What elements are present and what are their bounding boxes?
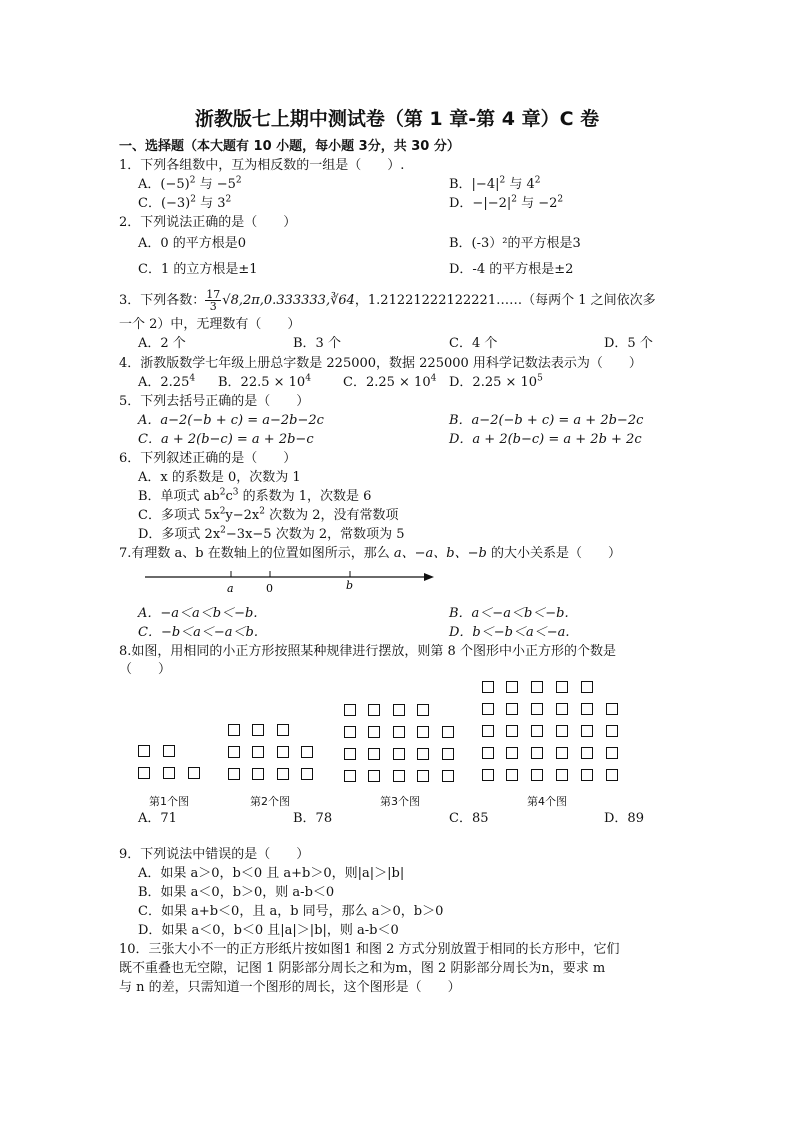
q7-option-b: B．a＜−a＜b＜−b. bbox=[449, 606, 569, 621]
square bbox=[556, 747, 568, 759]
q2-option-c: C．1 的立方根是±1 bbox=[138, 262, 258, 277]
number-line-figure bbox=[140, 568, 440, 598]
q3-option-d: D．5 个 bbox=[604, 336, 653, 351]
q5-stem: 5．下列去括号正确的是（ ） bbox=[119, 394, 310, 409]
square bbox=[556, 769, 568, 781]
q8-stem-line2: （ ） bbox=[119, 662, 172, 677]
square bbox=[581, 703, 593, 715]
square bbox=[277, 724, 289, 736]
q8-option-d: D．89 bbox=[604, 811, 644, 826]
square bbox=[581, 681, 593, 693]
square bbox=[138, 745, 150, 757]
q3-option-b: B．3 个 bbox=[293, 336, 341, 351]
square bbox=[531, 747, 543, 759]
square bbox=[368, 770, 380, 782]
square bbox=[606, 769, 618, 781]
q9-option-c: C．如果 a+b＜0，且 a，b 同号，那么 a＞0，b＞0 bbox=[138, 904, 444, 919]
square bbox=[393, 770, 405, 782]
square bbox=[581, 747, 593, 759]
q1-option-c: C．$(-3)^2$ 与 $3^2$ bbox=[138, 194, 232, 211]
square bbox=[506, 769, 518, 781]
q4-option-d: D．$2.25 \times 10^5$ bbox=[449, 373, 543, 390]
section-heading: 一、选择题（本大题有 10 小题，每小题 3分，共 30 分） bbox=[119, 139, 460, 154]
square bbox=[606, 725, 618, 737]
q5-option-a: A．a−2(−b + c) = a−2b−2c bbox=[138, 413, 324, 428]
q1-option-d: D．$-|-2|^2$ 与 $-2^2$ bbox=[449, 194, 564, 211]
square bbox=[277, 768, 289, 780]
q4-stem: 4．浙教版数学七年级上册总字数是 225000，数据 225000 用科学记数法表示为（ ） bbox=[119, 356, 642, 371]
q8-option-a: A．71 bbox=[138, 811, 177, 826]
q6-option-a: A．x 的系数是 0，次数为 1 bbox=[138, 470, 301, 485]
square bbox=[344, 770, 356, 782]
square bbox=[531, 681, 543, 693]
figure-2-label: 第2个图 bbox=[250, 795, 290, 808]
q5-option-c: C．a + 2(b−c) = a + 2b−c bbox=[138, 432, 314, 447]
square bbox=[581, 725, 593, 737]
q2-option-d: D．-4 的平方根是±2 bbox=[449, 262, 574, 277]
square bbox=[531, 725, 543, 737]
q9-option-a: A．如果 a＞0，b＜0 且 a+b＞0，则|a|＞|b| bbox=[138, 866, 405, 881]
page-title: 浙教版七上期中测试卷（第 1 章-第 4 章）C 卷 bbox=[194, 108, 600, 130]
q8-stem: 8.如图，用相同的小正方形按照某种规律进行摆放，则第 8 个图形中小正方形的个数是 bbox=[119, 644, 616, 659]
square bbox=[344, 704, 356, 716]
q6-option-c: C．多项式 $5x^2y-2x^2$ 次数为 2，没有常数项 bbox=[138, 506, 399, 523]
square bbox=[442, 748, 454, 760]
square bbox=[188, 767, 200, 779]
square bbox=[482, 769, 494, 781]
square bbox=[163, 767, 175, 779]
q7-option-a: A．−a＜a＜b＜−b. bbox=[138, 606, 258, 621]
square bbox=[277, 746, 289, 758]
q3-stem-line2: 一个 2）中，无理数有（ ） bbox=[119, 317, 301, 332]
square bbox=[531, 769, 543, 781]
q10-stem-line1: 10．三张大小不一的正方形纸片按如图1 和图 2 方式分别放置于相同的长方形中，它们 bbox=[119, 942, 620, 957]
axis-label-b: b bbox=[346, 579, 354, 592]
q2-option-b: B．(-3）²的平方根是3 bbox=[449, 236, 581, 251]
square bbox=[442, 770, 454, 782]
q5-option-d: D．a + 2(b−c) = a + 2b + 2c bbox=[449, 432, 642, 447]
square bbox=[482, 703, 494, 715]
square bbox=[417, 748, 429, 760]
square bbox=[368, 726, 380, 738]
square bbox=[252, 768, 264, 780]
q6-stem: 6．下列叙述正确的是（ ） bbox=[119, 451, 297, 466]
axis-label-a: a bbox=[227, 582, 234, 595]
q5-option-b: B．a−2(−b + c) = a + 2b−2c bbox=[449, 413, 644, 428]
square bbox=[252, 724, 264, 736]
square bbox=[442, 726, 454, 738]
square bbox=[417, 704, 429, 716]
square bbox=[228, 768, 240, 780]
fraction-17-3: $\frac{17}{3}$ bbox=[206, 288, 221, 313]
square bbox=[301, 746, 313, 758]
q7-stem: 7.有理数 a、b 在数轴上的位置如图所示，那么 a、−a、b、−b 的大小关系是（ ） bbox=[119, 546, 621, 561]
square bbox=[368, 748, 380, 760]
q7-option-d: D．b＜−b＜a＜−a. bbox=[449, 625, 570, 640]
axis-arrow-icon bbox=[424, 573, 434, 581]
square bbox=[506, 747, 518, 759]
q4-option-c: C．$2.25 \times 10^4$ bbox=[343, 373, 437, 390]
square bbox=[368, 704, 380, 716]
q3-option-a: A．2 个 bbox=[138, 336, 186, 351]
square bbox=[228, 724, 240, 736]
square bbox=[417, 726, 429, 738]
square bbox=[482, 725, 494, 737]
square bbox=[417, 770, 429, 782]
q3-stem: 3．下列各数： $\frac{17}{3}$ √8,2π,0.333333,∛64，1.21221222122221……（每两个 1 之间依次多 bbox=[119, 288, 656, 313]
q8-option-c: C．85 bbox=[449, 811, 489, 826]
square bbox=[393, 704, 405, 716]
q8-option-b: B．78 bbox=[293, 811, 333, 826]
q9-option-b: B．如果 a＜0，b＞0，则 a-b＜0 bbox=[138, 885, 335, 900]
square bbox=[138, 767, 150, 779]
square bbox=[393, 748, 405, 760]
figure-4-label: 第4个图 bbox=[527, 795, 567, 808]
square bbox=[163, 745, 175, 757]
q10-stem-line2: 既不重叠也无空隙，记图 1 阴影部分周长之和为m，图 2 阴影部分周长为n，要求 m bbox=[119, 961, 606, 976]
q3-option-c: C．4 个 bbox=[449, 336, 498, 351]
square bbox=[252, 746, 264, 758]
square bbox=[344, 726, 356, 738]
square bbox=[228, 746, 240, 758]
square bbox=[301, 768, 313, 780]
q4-option-b: B．$22.5 \times 10^4$ bbox=[218, 373, 311, 390]
q9-option-d: D．如果 a＜0，b＜0 且|a|＞|b|，则 a-b＜0 bbox=[138, 923, 399, 938]
square bbox=[556, 703, 568, 715]
figure-1-label: 第1个图 bbox=[149, 795, 189, 808]
square bbox=[606, 703, 618, 715]
q7-option-c: C．−b＜a＜−a＜b. bbox=[138, 625, 259, 640]
square bbox=[482, 681, 494, 693]
q2-stem: 2．下列说法正确的是（ ） bbox=[119, 215, 297, 230]
q1-option-a: A．$(-5)^2$ 与 $-5^2$ bbox=[138, 175, 242, 192]
square bbox=[556, 725, 568, 737]
q1-stem: 1．下列各组数中，互为相反数的一组是（ ）. bbox=[119, 158, 405, 173]
square bbox=[506, 725, 518, 737]
square bbox=[393, 726, 405, 738]
square bbox=[606, 747, 618, 759]
q10-stem-line3: 与 n 的差，只需知道一个图形的周长，这个图形是（ ） bbox=[119, 980, 461, 995]
q1-option-b: B．$|-4|^2$ 与 $4^2$ bbox=[449, 175, 541, 192]
q2-option-a: A．0 的平方根是0 bbox=[138, 236, 247, 251]
square bbox=[581, 769, 593, 781]
axis-label-0: 0 bbox=[266, 582, 273, 595]
square bbox=[506, 703, 518, 715]
square bbox=[506, 681, 518, 693]
figure-3-label: 第3个图 bbox=[380, 795, 420, 808]
square bbox=[344, 748, 356, 760]
q9-stem: 9．下列说法中错误的是（ ） bbox=[119, 847, 310, 862]
square bbox=[482, 747, 494, 759]
q6-option-d: D．多项式 $2x^2-3x-5$ 次数为 2，常数项为 5 bbox=[138, 525, 405, 542]
square bbox=[556, 681, 568, 693]
square bbox=[531, 703, 543, 715]
q6-option-b: B．单项式 $ab^2c^3$ 的系数为 1，次数是 6 bbox=[138, 487, 372, 504]
q4-option-a: A．2.25$^4$ bbox=[138, 373, 196, 390]
